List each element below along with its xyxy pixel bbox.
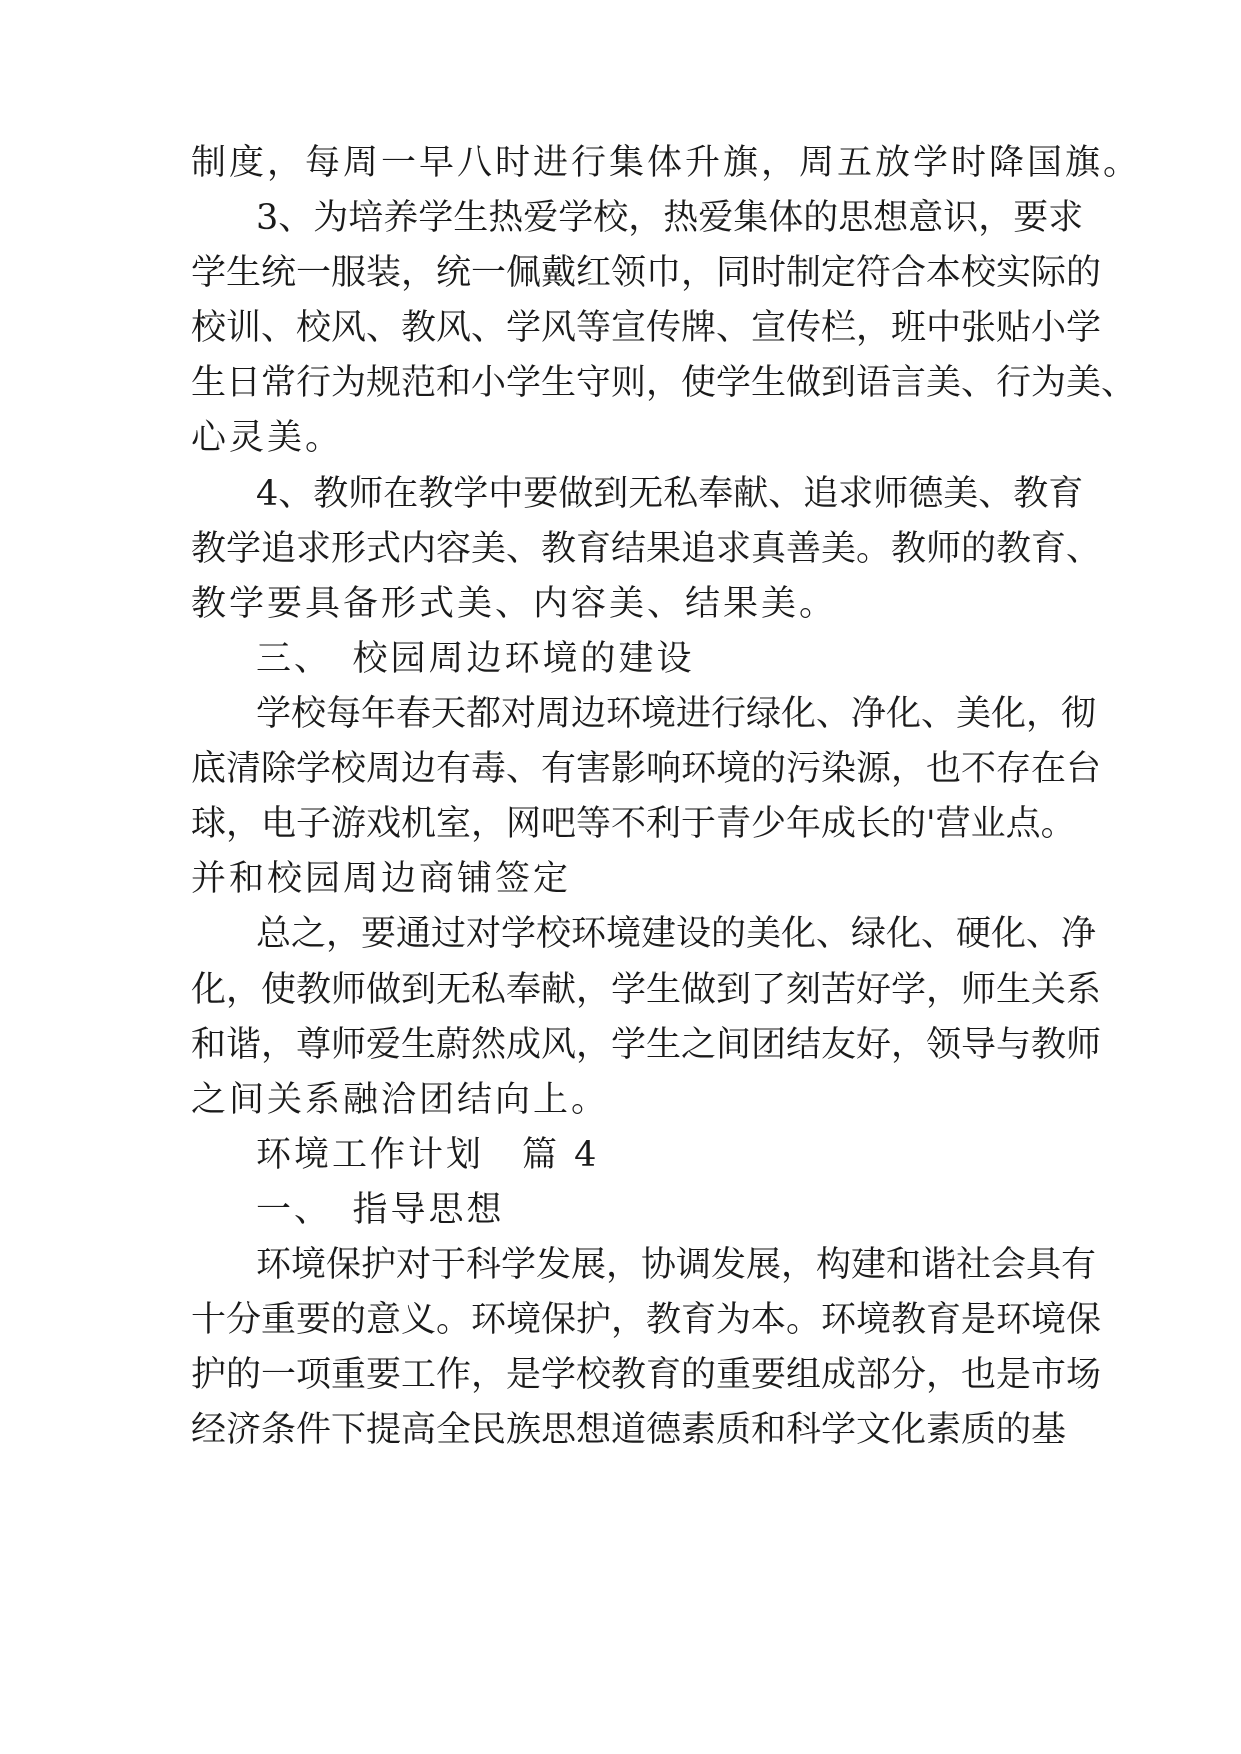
line-text: 底清除学校周边有毒、有害影响环境的污染源，也不存在台 <box>191 749 1102 789</box>
line-text: 护的一项重要工作，是学校教育的重要组成部分，也是市场 <box>191 1355 1102 1395</box>
text-line <box>0 686 1241 742</box>
line-text: 一、 指导思想 <box>256 1190 505 1230</box>
line-text: 学校每年春天都对周边环境进行绿化、净化、美化，彻 <box>256 694 1097 734</box>
section-heading <box>0 1127 1241 1183</box>
line-text: 和谐，尊师爱生蔚然成风，学生之间团结友好，领导与教师 <box>191 1025 1102 1065</box>
line-text: 环境工作计划 篇 4 <box>256 1135 600 1175</box>
text-line <box>0 1292 1241 1348</box>
line-text: 环境保护对于科学发展，协调发展，构建和谐社会具有 <box>256 1245 1097 1285</box>
line-text: 十分重要的意义。环境保护，教育为本。环境教育是环境保 <box>191 1300 1102 1340</box>
line-text: 经济条件下提高全民族思想道德素质和科学文化素质的基 <box>191 1410 1067 1450</box>
text-line <box>0 1237 1241 1293</box>
line-text: 总之，要通过对学校环境建设的美化、绿化、硬化、净 <box>256 914 1097 954</box>
line-text: 之间关系融洽团结向上。 <box>191 1080 610 1120</box>
line-text: 校训、校风、教风、学风等宣传牌、宣传栏，班中张贴小学 <box>191 308 1102 348</box>
text-line <box>0 190 1241 246</box>
line-text: 4、教师在教学中要做到无私奉献、追求师德美、教育 <box>256 474 1084 514</box>
text-line <box>0 1347 1241 1403</box>
text-line <box>0 796 1241 852</box>
text-line <box>0 851 1241 907</box>
line-text: 制度，每周一早八时进行集体升旗，周五放学时降国旗。 <box>191 143 1142 183</box>
text-line <box>0 410 1241 466</box>
line-text: 球，电子游戏机室，网吧等不利于青少年成长的'营业点。 <box>191 804 1076 844</box>
text-line <box>0 521 1241 577</box>
line-text: 心灵美。 <box>191 418 344 458</box>
text-line <box>0 1017 1241 1073</box>
text-line <box>0 466 1241 522</box>
text-line <box>0 245 1241 301</box>
line-text: 学生统一服装，统一佩戴红领巾，同时制定符合本校实际的 <box>191 253 1102 293</box>
text-line <box>0 962 1241 1018</box>
text-line <box>0 1402 1241 1458</box>
line-text: 生日常行为规范和小学生守则，使学生做到语言美、行为美、 <box>191 363 1137 403</box>
section-heading <box>0 1182 1241 1238</box>
text-line <box>0 355 1241 411</box>
line-text: 化，使教师做到无私奉献，学生做到了刻苦好学，师生关系 <box>191 970 1102 1010</box>
line-text: 并和校园周边商铺签定 <box>191 859 572 899</box>
line-text: 教学追求形式内容美、教育结果追求真善美。教师的教育、 <box>191 529 1102 569</box>
text-line <box>0 300 1241 356</box>
line-text: 三、 校园周边环境的建设 <box>256 639 695 679</box>
text-line <box>0 576 1241 632</box>
text-line <box>0 741 1241 797</box>
text-line <box>0 906 1241 962</box>
text-line <box>0 135 1241 191</box>
line-text: 教学要具备形式美、内容美、结果美。 <box>191 584 838 624</box>
section-heading <box>0 631 1241 687</box>
text-line <box>0 1072 1241 1128</box>
line-text: 3、为培养学生热爱学校，热爱集体的思想意识，要求 <box>256 198 1084 238</box>
